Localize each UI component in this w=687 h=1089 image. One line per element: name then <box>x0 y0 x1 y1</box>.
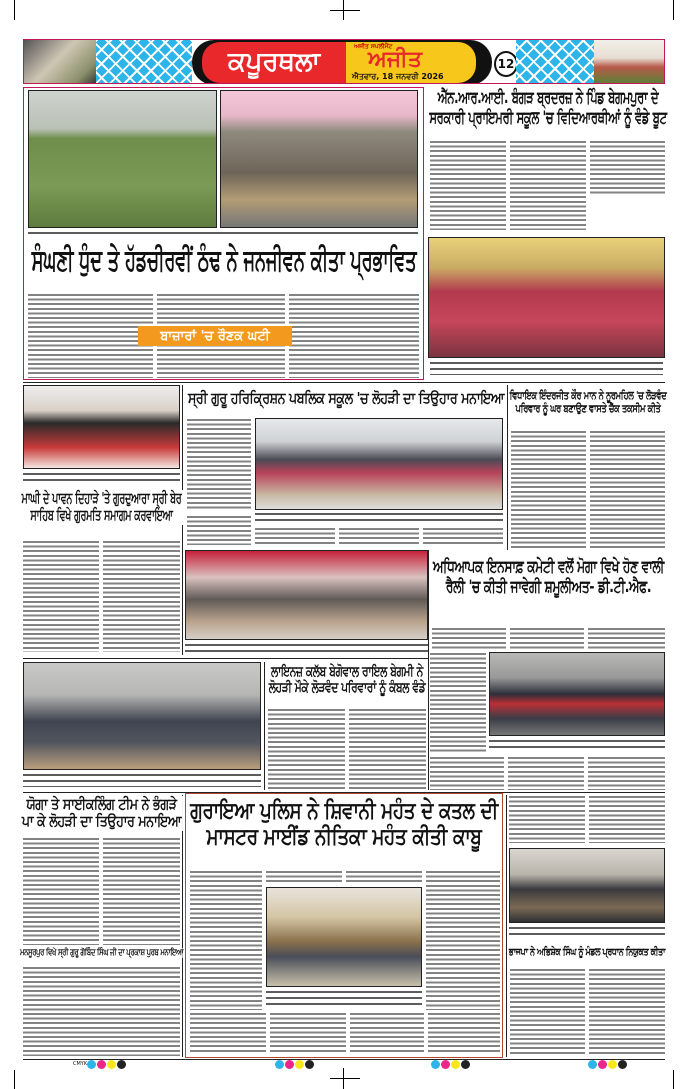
masthead-right-photo <box>594 40 665 84</box>
nri-students-photo <box>428 237 665 358</box>
bjp-headline: ਭਾਜਪਾ ਨੇ ਅਭਿਸ਼ੇਕ ਸਿੰਘ ਨੂੰ ਮੰਡਲ ਪ੍ਰਧਾਨ ਨਿਯੁਕਤ ਕੀਤਾ <box>508 947 666 958</box>
teachers-article-body-continued <box>589 795 665 843</box>
mansoorpur-article-body <box>23 966 180 1056</box>
crop-mark <box>330 10 360 11</box>
yoga-lohri-article-body <box>23 837 99 945</box>
page-number <box>494 51 518 77</box>
yoga-lohri-article-body <box>103 837 180 945</box>
fog-headline: ਸੰਘਣੀ ਧੁੰਦ ਤੇ ਹੱਡਚੀਰਵੀਂ ਠੰਢ ਨੇ ਜਨਜੀਵਨ ਕੀਤਾ ਪ੍ਰਭਾਵਿਤ <box>26 244 422 279</box>
school-lohri-article-body <box>423 527 503 545</box>
masthead-date: ਐਤਵਾਰ, 18 ਜਨਵਰੀ 2026 <box>352 72 444 81</box>
nri-headline: ਐੱਨ.ਆਰ.ਆਈ. ਬੰਗੜ ਬ੍ਰਦਰਜ਼ ਨੇ ਪਿੰਡ ਬੇਗਮਪੁਰਾ ਦੇ ਸਰਕਾਰੀ ਪ੍ਰਾਇਮਰੀ ਸਕੂਲ 'ਚ ਵਿਦਿਆਰਥੀਆਂ ਨੂੰ ਵੰਡੇ ਬੂਟ <box>429 88 667 128</box>
fog-field-photo <box>28 90 217 228</box>
police-photo-caption <box>266 990 422 1006</box>
teachers-article-body <box>510 627 584 649</box>
crop-mark <box>14 1070 15 1089</box>
fog-bonfire-photo <box>220 90 418 228</box>
teachers-article-body <box>588 756 665 790</box>
school-lohri-headline: ਸ੍ਰੀ ਗੁਰੂ ਹਰਿਕ੍ਰਿਸ਼ਨ ਪਬਲਿਕ ਸਕੂਲ 'ਚ ਲੋਹੜੀ ਦਾ ਤਿਉਹਾਰ ਮਨਾਇਆ <box>187 389 505 407</box>
police-article-body <box>350 1012 424 1054</box>
nri-photo-caption <box>430 361 663 375</box>
bjp-group-photo <box>509 848 665 923</box>
masthead-city-box <box>202 42 346 83</box>
blanket-distribution-photo <box>185 550 428 640</box>
mla-article-body <box>511 430 586 548</box>
masthead-paper-name: ਅਜੀਤ <box>368 47 422 72</box>
row-divider <box>23 382 665 383</box>
bjp-photo-caption <box>509 926 665 939</box>
masthead-city: ਕਪੂਰਥਲਾ <box>227 47 321 77</box>
teachers-article-body-continued <box>509 795 585 843</box>
cmyk-swatches <box>87 1060 127 1071</box>
teachers-article-body <box>508 756 584 790</box>
nri-article-body <box>430 140 506 230</box>
bjp-article-body <box>589 968 665 1056</box>
page-number-text: 12 <box>497 57 515 71</box>
maghi-article-body <box>23 540 99 652</box>
masthead-pattern-left <box>96 40 192 84</box>
column-divider <box>428 550 429 790</box>
fog-article-body <box>289 293 419 378</box>
lions-headline: ਲਾਇਨਜ਼ ਕਲੱਬ ਬੇਗੋਵਾਲ ਰਾਇਲ ਬੇਗਮੀ ਨੇ ਲੋਹੜੀ ਮੌਕੇ ਲੋੜਵੰਦ ਪਰਿਵਾਰਾਂ ਨੂੰ ਕੰਬਲ ਵੰਡੇ <box>268 664 426 697</box>
masthead-paper-box <box>346 42 476 83</box>
police-article-body <box>428 1012 500 1054</box>
mansoorpur-headline: ਮਨਸੂਰਪੁਰ ਵਿਖੇ ਸ੍ਰੀ ਗੁਰੂ ਗੋਬਿੰਦ ਸਿੰਘ ਜੀ ਦਾ ਪ੍ਰਕਾਸ਼ ਪੁਰਬ ਮਨਾਇਆ <box>20 948 184 958</box>
nri-article-body <box>510 140 586 230</box>
column-divider <box>264 662 265 790</box>
teachers-headline: ਅਧਿਆਪਕ ਇਨਸਾਫ਼ ਕਮੇਟੀ ਵਲੋਂ ਮੋਗਾ ਵਿਖੇ ਹੋਣ ਵਾਲੀ ਰੈਲੀ 'ਚ ਕੀਤੀ ਜਾਵੇਗੀ ਸ਼ਮੂਲੀਅਤ- ਡੀ.ਟੀ.ਐਫ. <box>430 558 667 597</box>
yoga-team-photo <box>23 662 261 770</box>
teachers-photo-caption <box>489 739 665 751</box>
color-register-bar <box>23 1059 665 1069</box>
masthead-left-photo <box>24 40 96 84</box>
teachers-article-body <box>430 756 504 790</box>
fog-subhead: ਬਾਜ਼ਾਰਾਂ 'ਚ ਰੌਣਕ ਘਟੀ <box>160 328 270 344</box>
mla-article-body <box>590 430 665 548</box>
row-divider <box>23 658 428 659</box>
lions-article-body <box>268 708 345 790</box>
cmyk-swatches <box>431 1060 471 1071</box>
blanket-photo-caption <box>185 643 428 655</box>
maghi-headline: ਮਾਘੀ ਦੇ ਪਾਵਨ ਦਿਹਾੜੇ 'ਤੇ ਗੁਰਦੁਆਰਾ ਸ੍ਰੀ ਬੇਰ ਸਾਹਿਬ ਵਿਖੇ ਗੁਰਮਤਿ ਸਮਾਗਮ ਕਰਵਾਇਆ <box>21 489 182 525</box>
masthead-pattern-right <box>516 40 594 84</box>
police-article-body <box>190 1012 266 1054</box>
school-lohri-article-body <box>255 527 335 545</box>
teachers-group-photo <box>489 652 665 736</box>
fog-article-body <box>28 293 153 378</box>
masthead <box>23 39 665 84</box>
police-article-body <box>270 1012 346 1054</box>
fog-subhead-box <box>138 326 292 346</box>
crop-mark <box>330 1078 360 1079</box>
maghi-photo-caption <box>23 472 180 484</box>
column-divider <box>182 795 183 1057</box>
masthead-supplement: ਅਜੀਤ ਸਪਲੀਮੈਂਟ <box>354 43 393 50</box>
maghi-article-body <box>103 540 180 652</box>
mla-headline: ਵਿਧਾਇਕ ਇੰਦਰਜੀਤ ਕੌਰ ਮਾਨ ਨੇ ਨੂਰਮਹਿਲ 'ਚ ਲੋੜਵੰਦ ਪਰਿਵਾਰ ਨੂੰ ਘਰ ਬਣਾਉਣ ਵਾਸਤੇ ਚੈੱਕ ਤਕਸੀਮ ਕੀਤੇ <box>509 389 667 415</box>
police-article-body <box>426 870 500 1010</box>
police-article-body <box>346 870 422 884</box>
school-lohri-article-body <box>339 527 419 545</box>
teachers-article-body <box>588 627 665 649</box>
lions-article-body <box>349 708 426 790</box>
police-article-body <box>266 870 342 884</box>
police-headline: ਗੁਰਾਇਆ ਪੁਲਿਸ ਨੇ ਸ਼ਿਵਾਨੀ ਮਹੰਤ ਦੇ ਕਤਲ ਦੀ ਮਾਸਟਰ ਮਾਈਂਡ ਨੀਤਿਕਾ ਮਹੰਤ ਕੀਤੀ ਕਾਬੂ <box>188 798 500 851</box>
teachers-article-body <box>432 627 506 649</box>
bjp-article-body <box>510 968 585 1056</box>
school-lohri-caption <box>255 512 503 524</box>
color-mark-label: CMYK <box>73 1061 88 1067</box>
yoga-photo-caption <box>23 773 261 787</box>
fog-photo-caption <box>28 231 418 237</box>
yoga-lohri-headline: ਯੋਗਾ ਤੇ ਸਾਈਕਲਿੰਗ ਟੀਮ ਨੇ ਭੰਗੜੇ ਪਾ ਕੇ ਲੋਹੜੀ ਦਾ ਤਿਉਹਾਰ ਮਨਾਇਆ <box>21 795 182 831</box>
police-article-body <box>190 870 262 1010</box>
school-lohri-photo <box>255 418 503 510</box>
maghi-kirtan-photo <box>23 385 180 469</box>
crop-mark <box>673 1070 674 1089</box>
crop-mark <box>14 0 15 20</box>
school-lohri-article-body <box>187 418 251 510</box>
cmyk-swatches <box>275 1060 315 1071</box>
column-divider <box>507 385 508 550</box>
teachers-article-body <box>430 652 486 752</box>
school-lohri-article-body <box>187 515 251 545</box>
police-arrest-photo <box>266 887 422 987</box>
column-divider <box>506 795 507 1057</box>
cmyk-swatches <box>588 1060 628 1071</box>
nri-article-body <box>590 140 665 195</box>
crop-mark <box>673 0 674 20</box>
